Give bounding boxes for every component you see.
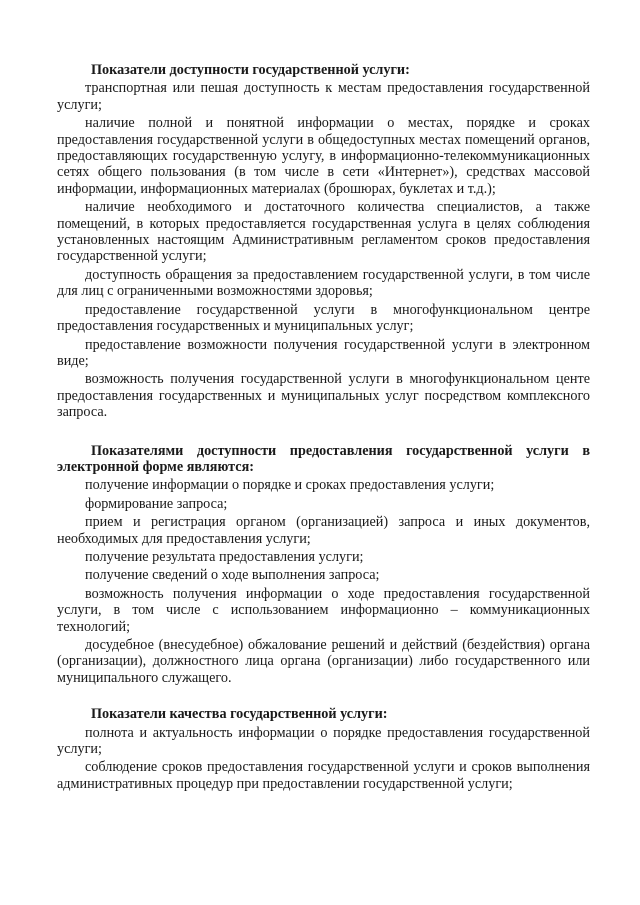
paragraph: предоставление возможности получения государственной услуги в электронном виде; xyxy=(57,336,590,369)
paragraph: получение результата предоставления услуги; xyxy=(85,548,364,565)
paragraph: досудебное (внесудебное) обжалование решений и действий (бездействия) органа (организации), должностного лица органа (организации) либо государственного или муниципального служащего. xyxy=(57,637,590,686)
paragraph: возможность получения информации о ходе предоставления государственной услуги, в том числе с использованием информационно – коммуникационных технологий; xyxy=(57,585,590,635)
section-heading: Показатели доступности государственной услуги: xyxy=(91,62,410,78)
paragraph: получение сведений о ходе выполнения запроса; xyxy=(85,567,380,584)
paragraph: получение информации о порядке и сроках предоставления услуги; xyxy=(85,477,495,494)
section-heading: Показателями доступности предоставления государственной услуги в электронной форме являются: xyxy=(57,442,590,475)
paragraph: предоставление государственной услуги в многофункциональном центре предоставления государственных и муниципальных услуг; xyxy=(57,301,590,335)
paragraph: возможность получения государственной услуги в многофункциональном центе предоставления государственных и муниципальных услуг посредством комплексного запроса. xyxy=(57,371,590,421)
paragraph: наличие необходимого и достаточного количества специалистов, а также помещений, в которых предоставляется государственная услуга в целях соблюдения установленных настоящим Административным регламентом сроков предоставления государственной услуги; xyxy=(57,199,590,265)
section-heading: Показатели качества государственной услуги: xyxy=(91,706,388,723)
paragraph: прием и регистрация органом (организацией) запроса и иных документов, необходимых для предоставления услуги; xyxy=(57,514,590,547)
paragraph: транспортная или пешая доступность к местам предоставления государственной услуги; xyxy=(57,80,590,113)
paragraph: доступность обращения за предоставлением государственной услуги, в том числе для лиц с ограниченными возможностями здоровья; xyxy=(57,266,590,300)
section-availability xyxy=(57,62,590,421)
paragraph: полнота и актуальность информации о порядке предоставления государственной услуги; xyxy=(57,724,590,758)
section-quality xyxy=(57,706,590,792)
paragraph: формирование запроса; xyxy=(85,495,228,512)
paragraph: наличие полной и понятной информации о местах, порядке и сроках предоставления государственной услуги в общедоступных местах помещений органов, предоставляющих государственную услугу, в информационно-телекоммуникационных сетях общего пользования (в том числе в сети «Интернет»), средствах массовой информации, информационных материалах (брошюрах, буклетах и т.д.); xyxy=(57,115,590,197)
section-electronic-availability xyxy=(57,443,590,687)
paragraph: соблюдение сроков предоставления государственной услуги и сроков выполнения административных процедур при предоставлении государственной услуги; xyxy=(57,759,590,792)
document-body xyxy=(57,62,590,794)
